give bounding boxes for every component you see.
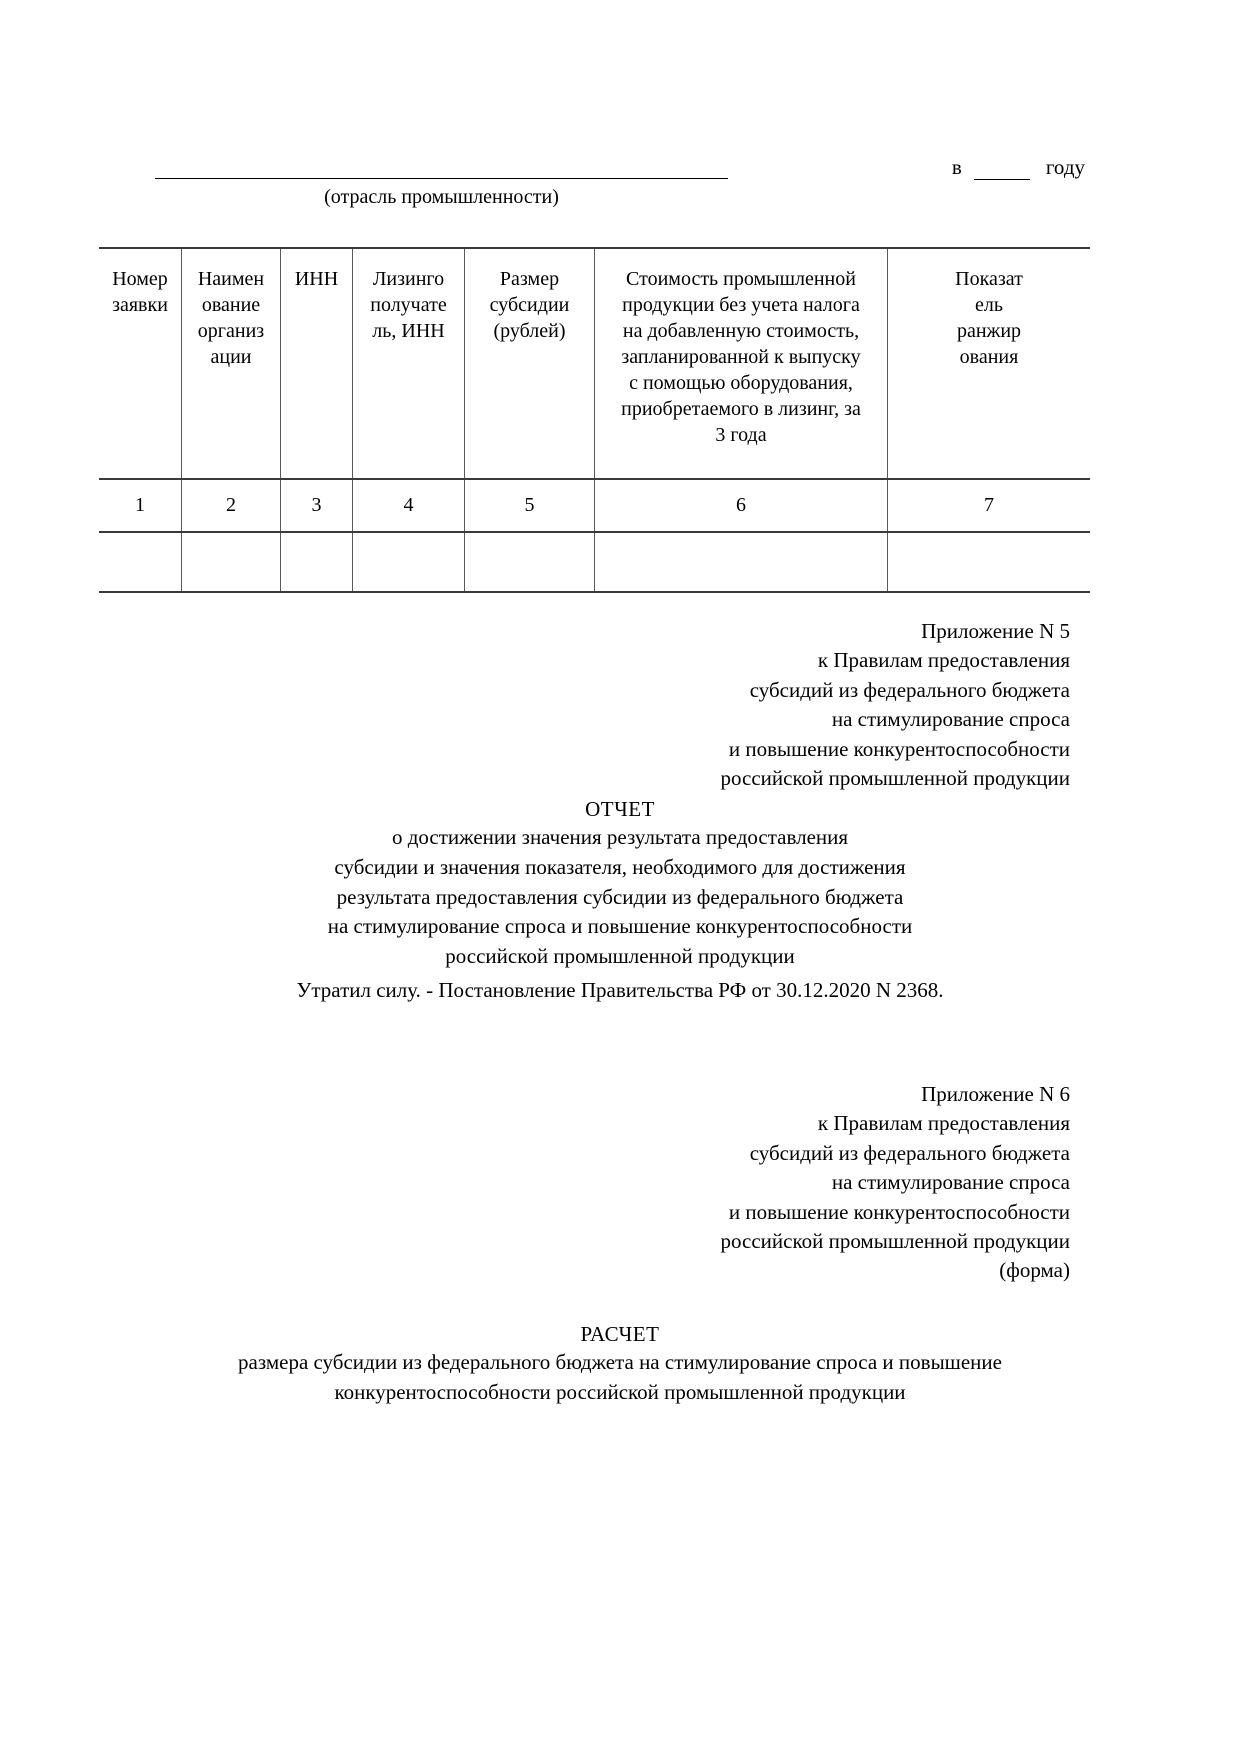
th-ranking-indicator: Показат ель ранжир ования [888, 248, 1091, 479]
appendix-6-line-6: российской промышленной продукции [720, 1228, 1070, 1253]
th-application-number: Номер заявки [99, 248, 182, 479]
calculation-subtitle-line-2: конкурентоспособности российской промышленной продукции [334, 1379, 906, 1404]
applications-table [99, 247, 1042, 593]
calculation-subtitle-line-1: размера субсидии из федерального бюджета на стимулирование спроса и повышение [238, 1350, 1002, 1374]
table-numbering-row [99, 479, 1090, 532]
word-year: году [1045, 155, 1085, 179]
col-num-5: 5 [465, 479, 595, 532]
appendix-6-line-4: на стимулирование спроса [831, 1170, 1070, 1195]
calculation-subtitle-group [0, 1348, 1240, 1408]
cell-application-number[interactable] [99, 532, 182, 592]
col-num-6: 6 [595, 479, 888, 532]
th-subsidy-amount: Размер субсидии (рублей) [465, 248, 595, 479]
year-line [155, 140, 1085, 180]
table-row [99, 532, 1090, 592]
appendix-5-line-4: на стимулирование спроса [831, 707, 1070, 732]
col-num-3: 3 [281, 479, 353, 532]
year-blank-field[interactable] [974, 157, 1030, 180]
industry-header [155, 140, 1085, 208]
appendix-5-line-2: к Правилам предоставления [817, 648, 1070, 673]
appendix-5-line-3: субсидий из федерального бюджета [749, 677, 1070, 702]
report-title-group [0, 795, 1240, 825]
appendix-5-block [721, 617, 1071, 793]
report-subtitle-line-5: российской промышленной продукции [445, 944, 795, 969]
appendix-6-line-5: и повышение конкурентоспособности [728, 1199, 1070, 1224]
th-lessee-inn: Лизинго получате ль, ИНН [353, 248, 465, 479]
appendix-6-line-2: к Правилам предоставления [817, 1111, 1070, 1136]
appendix-6-block [721, 1080, 1071, 1256]
appendix-6-line-1: Приложение N 6 [921, 1082, 1070, 1106]
appendix-5-line-6: российской промышленной продукции [720, 765, 1070, 790]
industry-caption: (отрасль промышленности) [324, 186, 559, 208]
col-num-1: 1 [99, 479, 182, 532]
calculation-title-group [0, 1320, 1240, 1350]
cell-lessee-inn[interactable] [353, 532, 465, 592]
calculation-title: РАСЧЕТ [580, 1322, 660, 1346]
col-num-4: 4 [353, 479, 465, 532]
col-num-7: 7 [888, 479, 1091, 532]
industry-blank-rule[interactable] [155, 178, 728, 179]
th-organization-name: Наимен ование организ ации [182, 248, 281, 479]
cell-ranking-indicator[interactable] [888, 532, 1091, 592]
form-label: (форма) [999, 1258, 1070, 1282]
report-subtitle-line-4: на стимулирование спроса и повышение конкурентоспособности [327, 914, 913, 939]
th-inn: ИНН [281, 248, 353, 479]
report-subtitle-line-3: результата предоставления субсидии из федерального бюджета [336, 884, 904, 909]
cell-organization-name[interactable] [182, 532, 281, 592]
col-num-2: 2 [182, 479, 281, 532]
table-header-row [99, 248, 1090, 479]
preposition-v: в [951, 155, 962, 179]
repealed-note: Утратил силу. - Постановление Правительства РФ от 30.12.2020 N 2368. [296, 978, 944, 1002]
appendix-6-line-3: субсидий из федерального бюджета [749, 1140, 1070, 1165]
report-subtitle-group [0, 823, 1240, 972]
report-subtitle-line-1: о достижении значения результата предоставления [391, 825, 849, 849]
appendix-5-line-5: и повышение конкурентоспособности [728, 736, 1070, 761]
report-title: ОТЧЕТ [585, 797, 655, 821]
cell-subsidy-amount[interactable] [465, 532, 595, 592]
th-product-cost: Стоимость промышленной продукции без учета налога на добавленную стоимость, запланированной к выпуску с помощью оборудования, приобретаемого в лизинг, за 3 года [595, 248, 888, 479]
cell-product-cost[interactable] [595, 532, 888, 592]
report-subtitle-line-2: субсидии и значения показателя, необходимого для достижения [334, 854, 906, 879]
cell-inn[interactable] [281, 532, 353, 592]
appendix-5-line-1: Приложение N 5 [921, 619, 1070, 643]
